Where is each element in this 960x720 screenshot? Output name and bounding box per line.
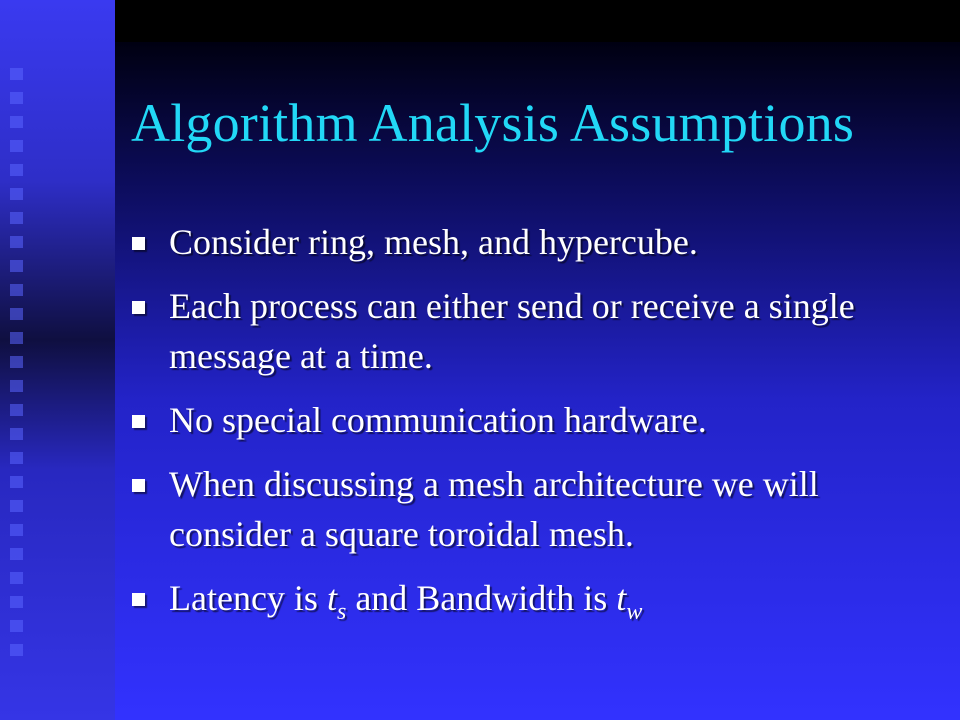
bullet-text: No special communication hardware.: [169, 400, 707, 440]
bullet-text: Consider ring, mesh, and hypercube.: [169, 222, 698, 262]
left-decorative-bar: [0, 0, 115, 720]
square-bullet-icon: [132, 593, 145, 606]
bandwidth-variable: t: [616, 578, 627, 618]
decorative-square: [10, 332, 23, 344]
bandwidth-subscript: w: [626, 599, 643, 625]
decorative-square: [10, 68, 23, 80]
bullet-item: [132, 573, 932, 628]
square-bullet-icon: [132, 301, 145, 314]
slide-title: Algorithm Analysis Assumptions: [131, 93, 855, 153]
decorative-square: [10, 572, 23, 584]
bullet-item: [132, 459, 932, 559]
bullet-item: [132, 217, 932, 267]
decorative-squares: [10, 68, 26, 668]
decorative-square: [10, 308, 23, 320]
bullet-item: [132, 395, 932, 445]
decorative-square: [10, 524, 23, 536]
decorative-square: [10, 212, 23, 224]
decorative-square: [10, 476, 23, 488]
bullet-text: Each process can either send or receive a single message at a time.: [169, 286, 855, 376]
decorative-square: [10, 188, 23, 200]
square-bullet-icon: [132, 479, 145, 492]
latency-subscript: s: [336, 599, 347, 625]
decorative-square: [10, 140, 23, 152]
decorative-square: [10, 380, 23, 392]
latency-variable: t: [326, 578, 337, 618]
decorative-square: [10, 452, 23, 464]
decorative-square: [10, 500, 23, 512]
bullet-text-middle: and Bandwidth is: [346, 578, 617, 618]
decorative-square: [10, 356, 23, 368]
square-bullet-icon: [132, 415, 145, 428]
top-band: [115, 0, 960, 42]
decorative-square: [10, 236, 23, 248]
decorative-square: [10, 92, 23, 104]
decorative-square: [10, 284, 23, 296]
decorative-square: [10, 596, 23, 608]
decorative-square: [10, 428, 23, 440]
decorative-square: [10, 620, 23, 632]
bullet-text-prefix: Latency is: [169, 578, 327, 618]
decorative-square: [10, 548, 23, 560]
decorative-square: [10, 644, 23, 656]
bullet-item: [132, 281, 932, 381]
decorative-square: [10, 404, 23, 416]
decorative-square: [10, 164, 23, 176]
bullet-text: When discussing a mesh architecture we will consider a square toroidal mesh.: [169, 464, 819, 554]
square-bullet-icon: [132, 237, 145, 250]
decorative-square: [10, 116, 23, 128]
decorative-square: [10, 260, 23, 272]
bullet-list: [132, 217, 932, 642]
